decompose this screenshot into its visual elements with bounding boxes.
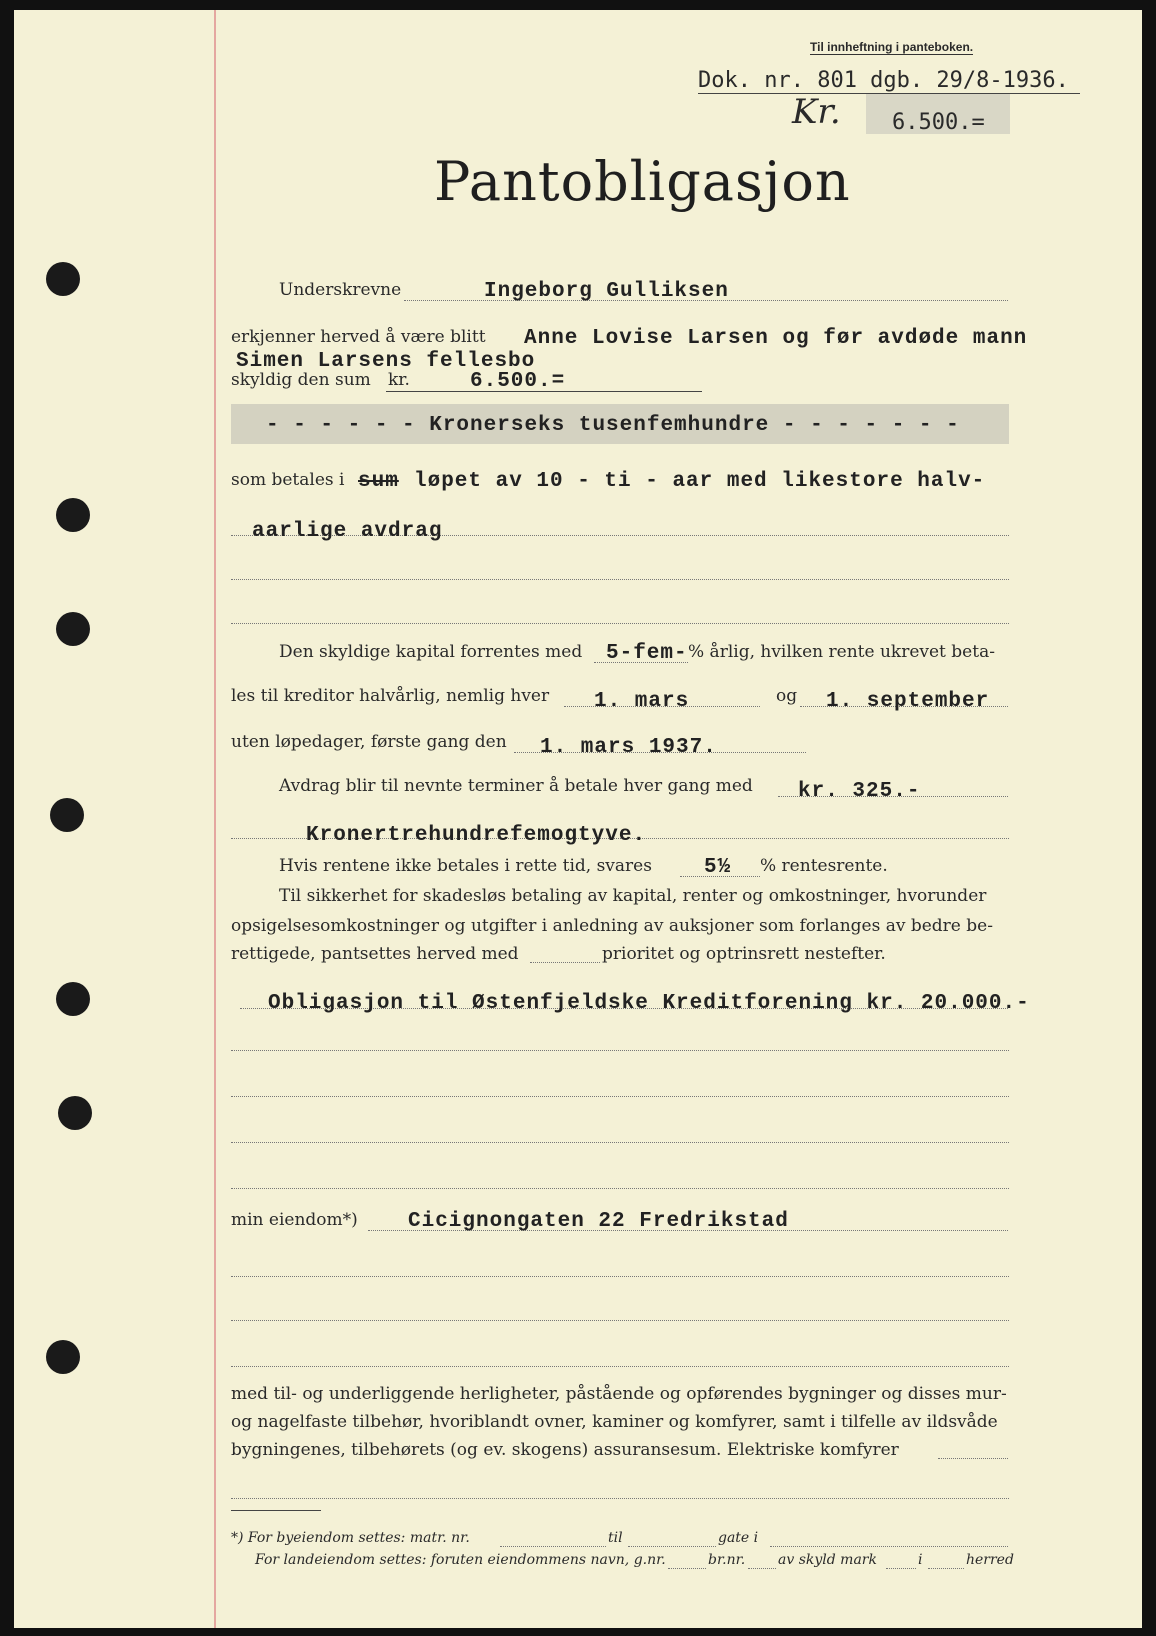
tilbehor-text-2: og nagelfaste tilbehør, hvoriblandt ovner, kaminer og komfyrer, samt i tilfelle av ildsvåde <box>231 1412 998 1432</box>
forste-gang-date: 1. mars 1937. <box>540 736 717 759</box>
eiendom-value: Cicignongaten 22 Fredrikstad <box>408 1210 789 1233</box>
footnote-1c: gate i <box>718 1530 759 1546</box>
fill-line <box>500 1546 606 1547</box>
fill-line <box>231 1320 1009 1321</box>
avdrag-text: Avdrag blir til nevnte terminer å betale hver gang med <box>279 776 753 796</box>
rente-text-a: Den skyldige kapital forrentes med <box>279 642 583 662</box>
fill-line <box>886 1568 916 1569</box>
tilbehor-text-3: bygningenes, tilbehørets (og ev. skogens) assuransesum. Elektriske komfyrer <box>231 1440 899 1460</box>
header-note: Til innheftning i panteboken. <box>810 40 974 54</box>
termin-og: og <box>776 686 798 706</box>
document-number: Dok. nr. 801 dgb. 29/8-1936. <box>698 68 1069 93</box>
rente-text-b: % årlig, hvilken rente ukrevet beta- <box>688 642 995 662</box>
sikkerhet-text-3b: prioritet og optrinsrett nestefter. <box>602 944 886 964</box>
prior-obligation: Obligasjon til Østenfjeldske Kreditforening kr. 20.000.- <box>268 992 1030 1015</box>
kr-label: Kr. <box>792 92 841 132</box>
footnote-2e: herred <box>966 1552 1014 1568</box>
binder-hole <box>46 1340 80 1374</box>
termin-date-2: 1. september <box>826 690 990 713</box>
binder-hole <box>58 1096 92 1130</box>
fill-line <box>231 579 1009 580</box>
betales-struck: sum <box>358 470 399 493</box>
footnote-rule <box>231 1510 321 1511</box>
fill-line <box>628 1546 716 1547</box>
skyldig-kr: kr. <box>388 370 410 390</box>
fill-line <box>938 1458 1008 1459</box>
sikkerhet-text-1: Til sikkerhet for skadesløs betaling av kapital, renter og omkostninger, hvorunder <box>279 886 987 906</box>
erkjenner-label: erkjenner herved å være blitt <box>231 327 486 347</box>
termin-text: les til kreditor halvårlig, nemlig hver <box>231 686 550 706</box>
fill-line <box>530 962 600 963</box>
binder-hole <box>56 612 90 646</box>
forste-gang-text: uten løpedager, første gang den <box>231 732 507 752</box>
fill-line <box>231 1188 1009 1189</box>
skyldig-label: skyldig den sum <box>231 370 371 390</box>
fill-line <box>231 1096 1009 1097</box>
fill-line <box>231 1276 1009 1277</box>
sikkerhet-text-3a: rettigede, pantsettes herved med <box>231 944 519 964</box>
erkjenner-value-1: Anne Lovise Larsen og før avdøde mann <box>524 327 1028 350</box>
footnote-2c: av skyld mark <box>778 1552 877 1568</box>
underskrevne-value: Ingeborg Gulliksen <box>484 280 729 303</box>
termin-date-1: 1. mars <box>594 690 690 713</box>
eiendom-label: min eiendom*) <box>231 1210 358 1230</box>
binder-hole <box>46 262 80 296</box>
fill-line <box>231 1050 1009 1051</box>
rentesrente-rate: 5½ <box>704 856 732 879</box>
fill-line <box>668 1568 706 1569</box>
tilbehor-text-1: med til- og underliggende herligheter, påstående og opførendes bygninger og disses mur- <box>231 1384 1007 1404</box>
fill-line <box>770 1546 1008 1547</box>
footnote-1a: *) For byeiendom settes: matr. nr. <box>231 1530 470 1546</box>
erkjenner-value-2: Simen Larsens fellesbo <box>236 350 536 373</box>
sikkerhet-text-2: opsigelsesomkostninger og utgifter i anledning av auksjoner som forlanges av bedre be- <box>231 916 993 936</box>
avdrag-words: Kronertrehundrefemogtyve. <box>306 824 647 847</box>
margin-line <box>214 10 216 1628</box>
header-amount: 6.500.= <box>892 110 985 135</box>
rentesrente-text-b: % rentesrente. <box>760 856 888 876</box>
footnote-2b: br.nr. <box>708 1552 746 1568</box>
betales-label: som betales i <box>231 470 345 490</box>
fill-line <box>231 1366 1009 1367</box>
footnote-2d: i <box>918 1552 923 1568</box>
fill-line <box>231 1142 1009 1143</box>
binder-hole <box>56 498 90 532</box>
page-title: Pantobligasjon <box>434 150 851 213</box>
betales-value-1: løpet av 10 - ti - aar med likestore halv- <box>414 470 986 493</box>
fill-line <box>928 1568 964 1569</box>
betales-value-2: aarlige avdrag <box>252 520 443 543</box>
skyldig-value: 6.500.= <box>470 370 566 393</box>
underskrevne-label: Underskrevne <box>279 280 402 300</box>
footnote-1b: til <box>608 1530 623 1546</box>
fill-line <box>748 1568 776 1569</box>
footnote-2a: For landeiendom settes: foruten eiendommens navn, g.nr. <box>255 1552 666 1568</box>
fill-line <box>231 1498 1009 1499</box>
binder-hole <box>50 798 84 832</box>
rentesrente-text-a: Hvis rentene ikke betales i rette tid, svares <box>279 856 652 876</box>
amount-in-words: - - - - - - Kronerseks tusenfemhundre - - - - - - - <box>266 414 960 437</box>
binder-hole <box>56 982 90 1016</box>
fill-line <box>231 623 1009 624</box>
rente-rate: 5-fem- <box>606 642 688 665</box>
avdrag-value: kr. 325.- <box>798 780 921 803</box>
